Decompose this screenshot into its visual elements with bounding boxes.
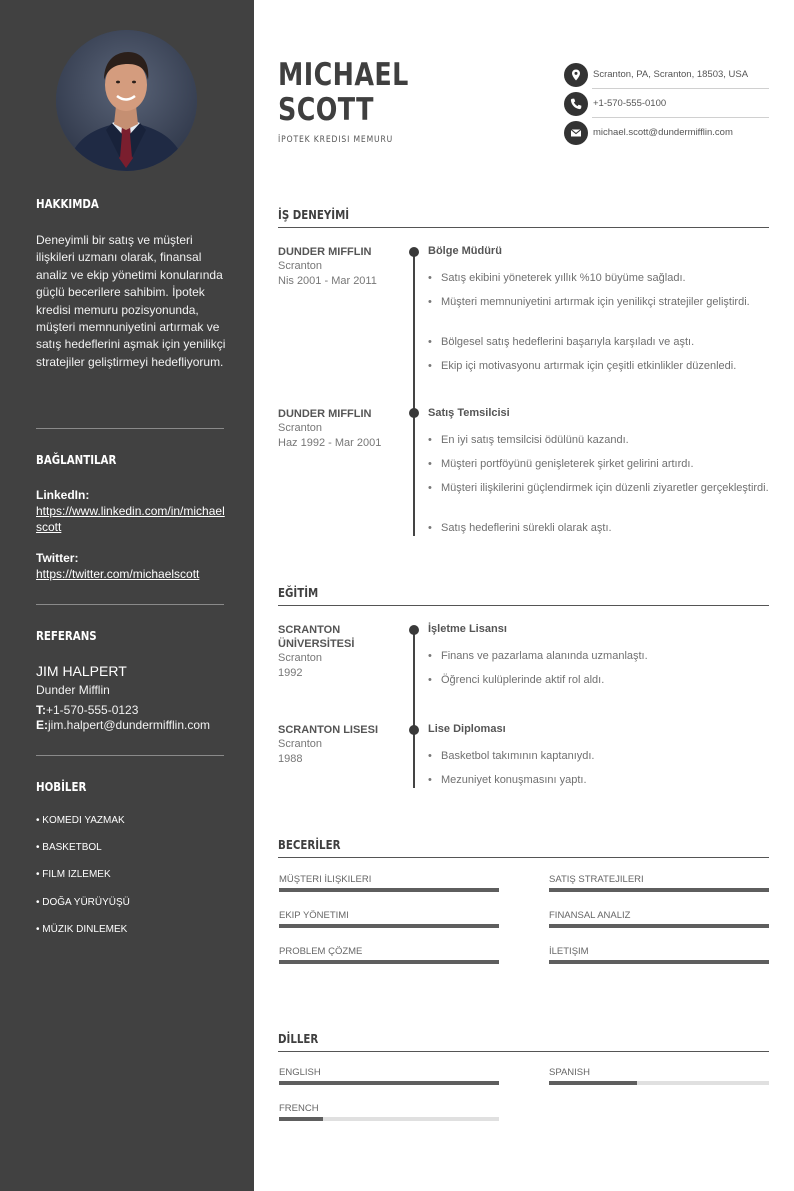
- reference-name: JIM HALPERT: [36, 663, 127, 679]
- reference-email-label: E:: [36, 718, 48, 732]
- skill-item: [279, 874, 499, 892]
- twitter-link[interactable]: https://twitter.com/michaelscott: [36, 567, 200, 581]
- school-name: SCRANTON LISESI: [278, 724, 379, 736]
- job-bullet: • En iyi satış temsilcisi ödülünü kazandı.: [428, 432, 769, 448]
- degree: Lise Diploması: [428, 723, 506, 735]
- skill-bar-fill: [279, 960, 499, 964]
- reference-email-value: jim.halpert@dundermifflin.com: [48, 718, 211, 732]
- job-bullet: • Bölgesel satış hedeflerini başarıyla karşıladı ve aştı.: [428, 334, 769, 350]
- language-bar: [549, 1081, 769, 1085]
- skill-item: [549, 874, 769, 892]
- skill-name: PROBLEM ÇÖZME: [279, 946, 363, 957]
- divider: [36, 755, 224, 756]
- timeline-dot: [409, 725, 419, 735]
- job-bullet: • Müşteri ilişkilerini güçlendirmek için düzenli ziyaretler gerçekleştirdi.: [428, 480, 769, 496]
- language-bar-fill: [279, 1117, 323, 1121]
- timeline-dot: [409, 247, 419, 257]
- skill-bar: [279, 888, 499, 892]
- contact-address: [564, 60, 769, 89]
- education-bullet: • Mezuniyet konuşmasını yaptı.: [428, 772, 769, 788]
- reference-heading: REFERANS: [36, 628, 97, 643]
- email-icon: [564, 121, 588, 145]
- skill-bar-fill: [279, 924, 499, 928]
- skill-bar-fill: [279, 888, 499, 892]
- education-bullet: • Finans ve pazarlama alanında uzmanlaştı.: [428, 648, 769, 664]
- skill-name: FINANSAL ANALIZ: [549, 910, 631, 921]
- skill-bar-fill: [549, 960, 769, 964]
- avatar: [56, 30, 197, 171]
- skills-heading: BECERİLER: [278, 837, 341, 852]
- language-bar: [279, 1081, 499, 1085]
- skill-name: İLETIŞIM: [549, 946, 589, 957]
- company-location: Scranton: [278, 422, 323, 434]
- contact-email: [564, 118, 769, 147]
- company-name: DUNDER MIFFLIN: [278, 246, 372, 258]
- hobby-item: • MÜZIK DINLEMEK: [36, 923, 128, 935]
- skill-bar: [549, 888, 769, 892]
- education-timeline: [413, 630, 415, 788]
- linkedin-label: LinkedIn:: [36, 488, 90, 502]
- section-rule: [278, 857, 769, 858]
- about-text: Deneyimli bir satış ve müşteri ilişkileri uzmanı olarak, finansal analiz ve ekip yönetimi konularında güçlü becerilere sahibim. İpotek kredisi memuru pozisyonunda, müşteri memnuniyetini artırmak ve satış hedeflerini aşmak için yenilikçi stratejiler geliştirmeyi hedefliyorum.: [36, 233, 226, 369]
- experience-timeline: [413, 252, 415, 536]
- job-bullet: • Ekip içi motivasyonu artırmak için çeşitli etkinlikler düzenledi.: [428, 358, 769, 374]
- reference-email: [36, 718, 210, 732]
- graduation-year: 1988: [278, 753, 303, 765]
- timeline-dot: [409, 408, 419, 418]
- job-bullet: • Müşteri memnuniyetini artırmak için yenilikçi stratejiler geliştirdi.: [428, 294, 769, 310]
- school-location: Scranton: [278, 738, 323, 750]
- language-bar-fill: [549, 1081, 637, 1085]
- education-heading: EĞİTİM: [278, 585, 319, 600]
- degree: İşletme Lisansı: [428, 623, 507, 635]
- hobby-item: • FILM IZLEMEK: [36, 869, 111, 881]
- timeline-dot: [409, 625, 419, 635]
- hobby-item: • BASKETBOL: [36, 842, 102, 854]
- links-heading: BAĞLANTILAR: [36, 452, 117, 467]
- language-bar-fill: [279, 1081, 499, 1085]
- section-rule: [278, 227, 769, 228]
- language-name: FRENCH: [279, 1103, 319, 1114]
- linkedin-link[interactable]: https://www.linkedin.com/in/michaelscott: [36, 504, 225, 534]
- reference-phone-label: T:: [36, 703, 46, 717]
- language-item: [279, 1067, 499, 1085]
- skill-item: [549, 946, 769, 964]
- job-role: Satış Temsilcisi: [428, 407, 510, 419]
- twitter-label: Twitter:: [36, 551, 79, 565]
- language-item: [549, 1067, 769, 1085]
- location-pin-icon: [564, 63, 588, 87]
- skill-bar: [279, 924, 499, 928]
- skill-bar: [549, 924, 769, 928]
- skill-name: MÜŞTERI İLIŞKILERI: [279, 874, 372, 885]
- skill-bar: [549, 960, 769, 964]
- skill-bar-fill: [549, 924, 769, 928]
- skill-item: [279, 910, 499, 928]
- hobby-item: • KOMEDI YAZMAK: [36, 815, 125, 826]
- divider: [36, 604, 224, 605]
- job-bullet: • Müşteri portföyünü genişleterek şirket gelirini artırdı.: [428, 456, 769, 472]
- languages-heading: DİLLER: [278, 1031, 319, 1046]
- hobbies-list: [36, 815, 130, 951]
- first-name: MICHAEL: [278, 57, 409, 93]
- divider: [36, 428, 224, 429]
- reference-phone-value: +1-570-555-0123: [46, 703, 139, 717]
- candidate-name: [278, 58, 409, 128]
- skill-name: SATIŞ STRATEJILERI: [549, 874, 644, 885]
- education-bullet: • Basketbol takımının kaptanıydı.: [428, 748, 769, 764]
- skill-item: [549, 910, 769, 928]
- email-link[interactable]: michael.scott@dundermifflin.com: [593, 127, 733, 138]
- profile-photo: [56, 30, 197, 171]
- section-rule: [278, 1051, 769, 1052]
- reference-phone: [36, 703, 138, 717]
- hobbies-heading: HOBİLER: [36, 779, 87, 794]
- language-name: ENGLISH: [279, 1067, 321, 1078]
- reference-company: Dunder Mifflin: [36, 683, 110, 697]
- skill-bar-fill: [549, 888, 769, 892]
- address-text: Scranton, PA, Scranton, 18503, USA: [593, 69, 749, 80]
- job-bullet: • Satış hedeflerini sürekli olarak aştı.: [428, 520, 769, 536]
- graduation-year: 1992: [278, 667, 303, 679]
- contact-phone: [564, 89, 769, 118]
- school-name: SCRANTON ÜNİVERSİTESİ: [278, 624, 355, 650]
- job-dates: Haz 1992 - Mar 2001: [278, 437, 382, 449]
- education-bullet: • Öğrenci kulüplerinde aktif rol aldı.: [428, 672, 769, 688]
- company-name: DUNDER MIFFLIN: [278, 408, 372, 420]
- company-location: Scranton: [278, 260, 323, 272]
- job-role: Bölge Müdürü: [428, 245, 502, 257]
- phone-icon: [564, 92, 588, 116]
- about-heading: HAKKIMDA: [36, 196, 99, 211]
- sidebar: [0, 0, 254, 1191]
- last-name: SCOTT: [278, 92, 374, 128]
- skill-bar: [279, 960, 499, 964]
- school-location: Scranton: [278, 652, 323, 664]
- job-title: İPOTEK KREDISI MEMURU: [278, 135, 394, 145]
- job-dates: Nis 2001 - Mar 2011: [278, 275, 377, 287]
- skill-item: [279, 946, 499, 964]
- language-bar: [279, 1117, 499, 1121]
- skill-name: EKIP YÖNETIMI: [279, 910, 349, 921]
- language-item: [279, 1103, 499, 1121]
- section-rule: [278, 605, 769, 606]
- job-bullet: • Satış ekibini yöneterek yıllık %10 büyüme sağladı.: [428, 270, 769, 286]
- language-name: SPANISH: [549, 1067, 591, 1078]
- experience-heading: İŞ DENEYİMİ: [278, 207, 350, 222]
- phone-link[interactable]: +1-570-555-0100: [593, 98, 667, 109]
- hobby-item: • DOĞA YÜRÜYÜŞÜ: [36, 896, 130, 908]
